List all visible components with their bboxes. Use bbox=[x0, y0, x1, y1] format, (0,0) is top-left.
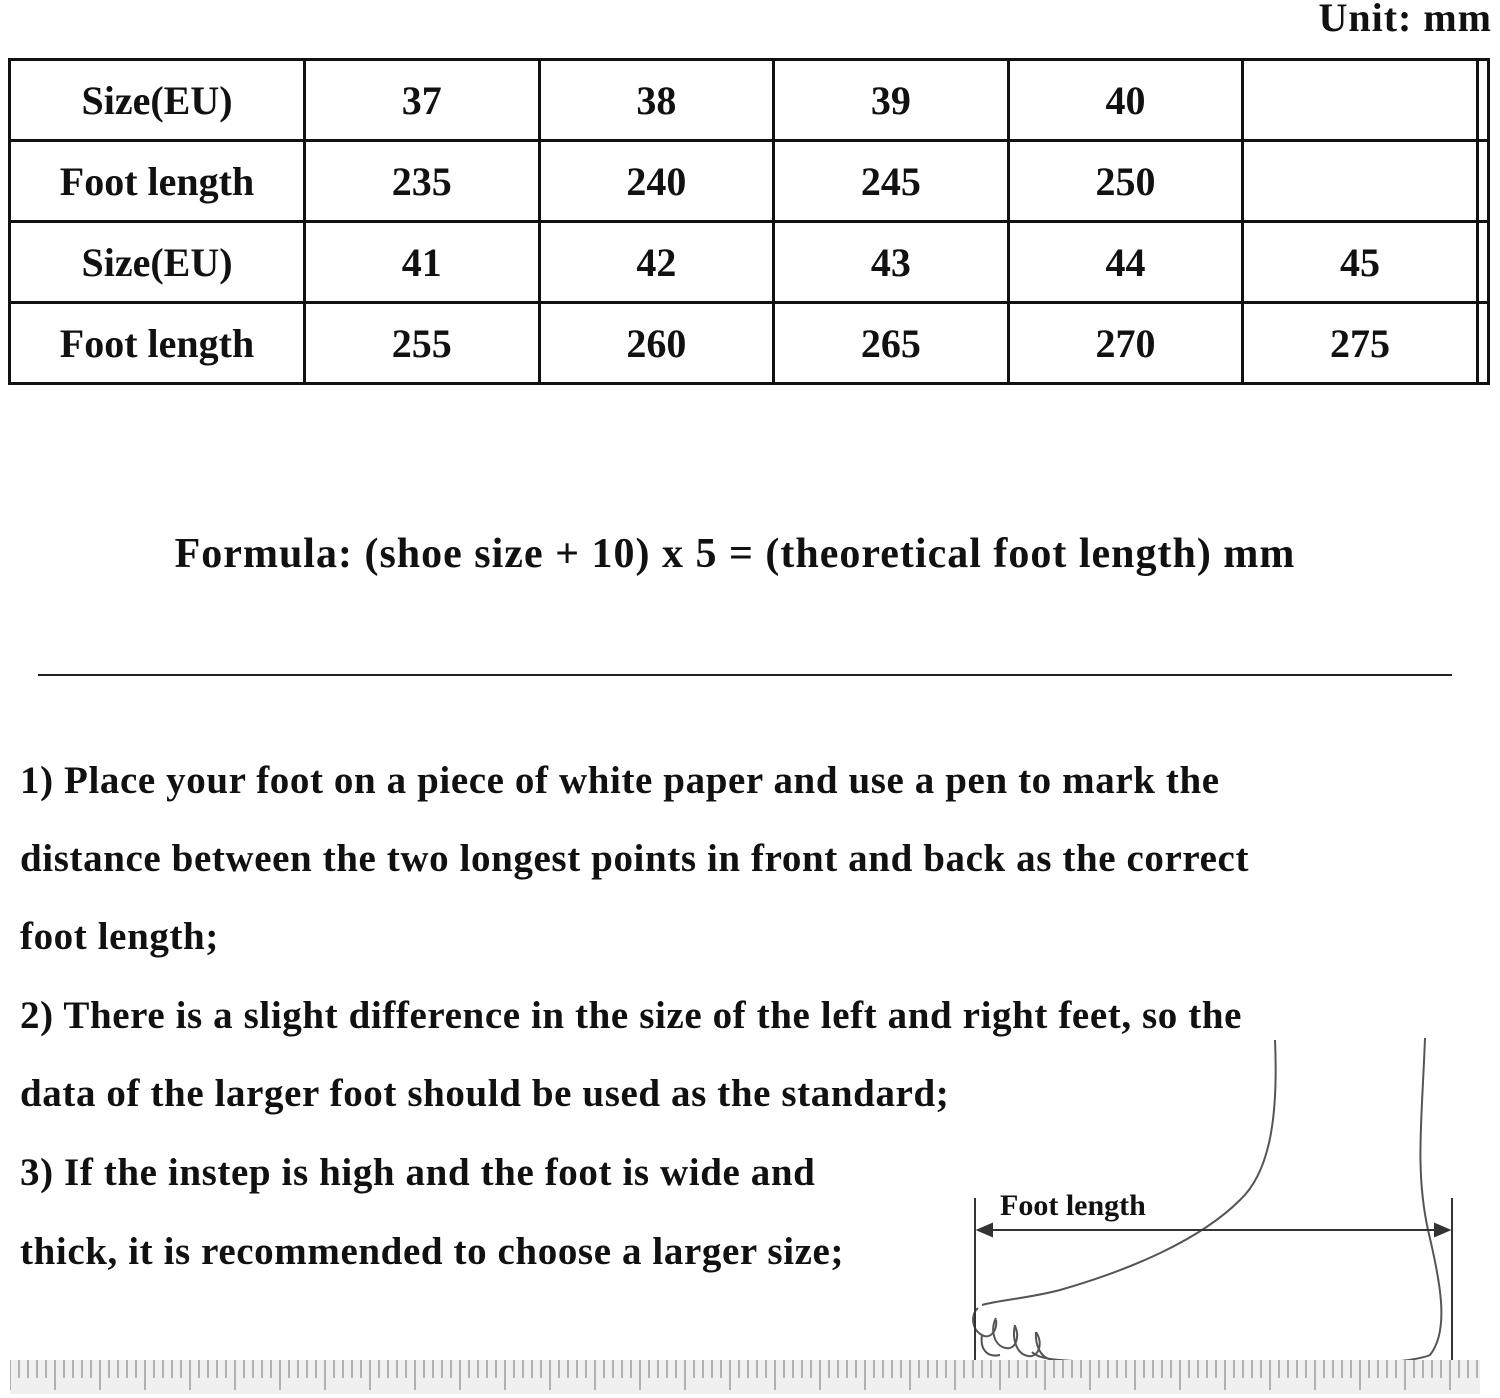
table-cell: 38 bbox=[539, 60, 774, 141]
table-cell: 40 bbox=[1008, 60, 1243, 141]
row-label: Size(EU) bbox=[10, 222, 305, 303]
table-cell: 265 bbox=[774, 303, 1009, 384]
row-label: Foot length bbox=[10, 141, 305, 222]
table-row bbox=[10, 222, 1489, 303]
table-cell: 42 bbox=[539, 222, 774, 303]
foot-figure bbox=[960, 1030, 1470, 1370]
instruction-line: 1) Place your foot on a piece of white paper and use a pen to mark the bbox=[20, 759, 1220, 802]
table-cell: 235 bbox=[305, 141, 540, 222]
instruction-line: 2) There is a slight difference in the size of the left and right feet, so the bbox=[20, 994, 1243, 1037]
ruler-strip bbox=[10, 1360, 1480, 1394]
table-cell bbox=[1477, 303, 1488, 384]
row-label: Foot length bbox=[10, 303, 305, 384]
table-cell bbox=[1243, 60, 1478, 141]
unit-label: Unit: mm bbox=[1318, 0, 1492, 40]
instruction-line: foot length; bbox=[20, 915, 219, 958]
formula-text: Formula: (shoe size + 10) x 5 = (theoretical foot length) mm bbox=[174, 531, 1296, 577]
instruction-line: thick, it is recommended to choose a larger size; bbox=[20, 1230, 845, 1273]
table-cell: 44 bbox=[1008, 222, 1243, 303]
row-label: Size(EU) bbox=[10, 60, 305, 141]
table-cell: 43 bbox=[774, 222, 1009, 303]
size-table bbox=[8, 58, 1490, 385]
table-cell: 240 bbox=[539, 141, 774, 222]
instruction-line: distance between the two longest points in front and back as the correct bbox=[20, 837, 1250, 880]
divider bbox=[38, 674, 1452, 676]
table-cell: 255 bbox=[305, 303, 540, 384]
table-cell: 39 bbox=[774, 60, 1009, 141]
instruction-line: 3) If the instep is high and the foot is wide and bbox=[20, 1151, 816, 1194]
table-row bbox=[10, 60, 1489, 141]
table-cell bbox=[1477, 60, 1488, 141]
table-cell: 275 bbox=[1243, 303, 1478, 384]
table-cell: 245 bbox=[774, 141, 1009, 222]
table-cell: 37 bbox=[305, 60, 540, 141]
table-cell: 41 bbox=[305, 222, 540, 303]
table-cell: 270 bbox=[1008, 303, 1243, 384]
table-row bbox=[10, 141, 1489, 222]
table-cell bbox=[1243, 141, 1478, 222]
table-row bbox=[10, 303, 1489, 384]
table-cell: 45 bbox=[1243, 222, 1478, 303]
table-cell: 260 bbox=[539, 303, 774, 384]
instruction-line: data of the larger foot should be used as the standard; bbox=[20, 1072, 950, 1115]
table-cell bbox=[1477, 222, 1488, 303]
table-cell: 250 bbox=[1008, 141, 1243, 222]
table-cell bbox=[1477, 141, 1488, 222]
foot-length-label: Foot length bbox=[1000, 1189, 1146, 1222]
